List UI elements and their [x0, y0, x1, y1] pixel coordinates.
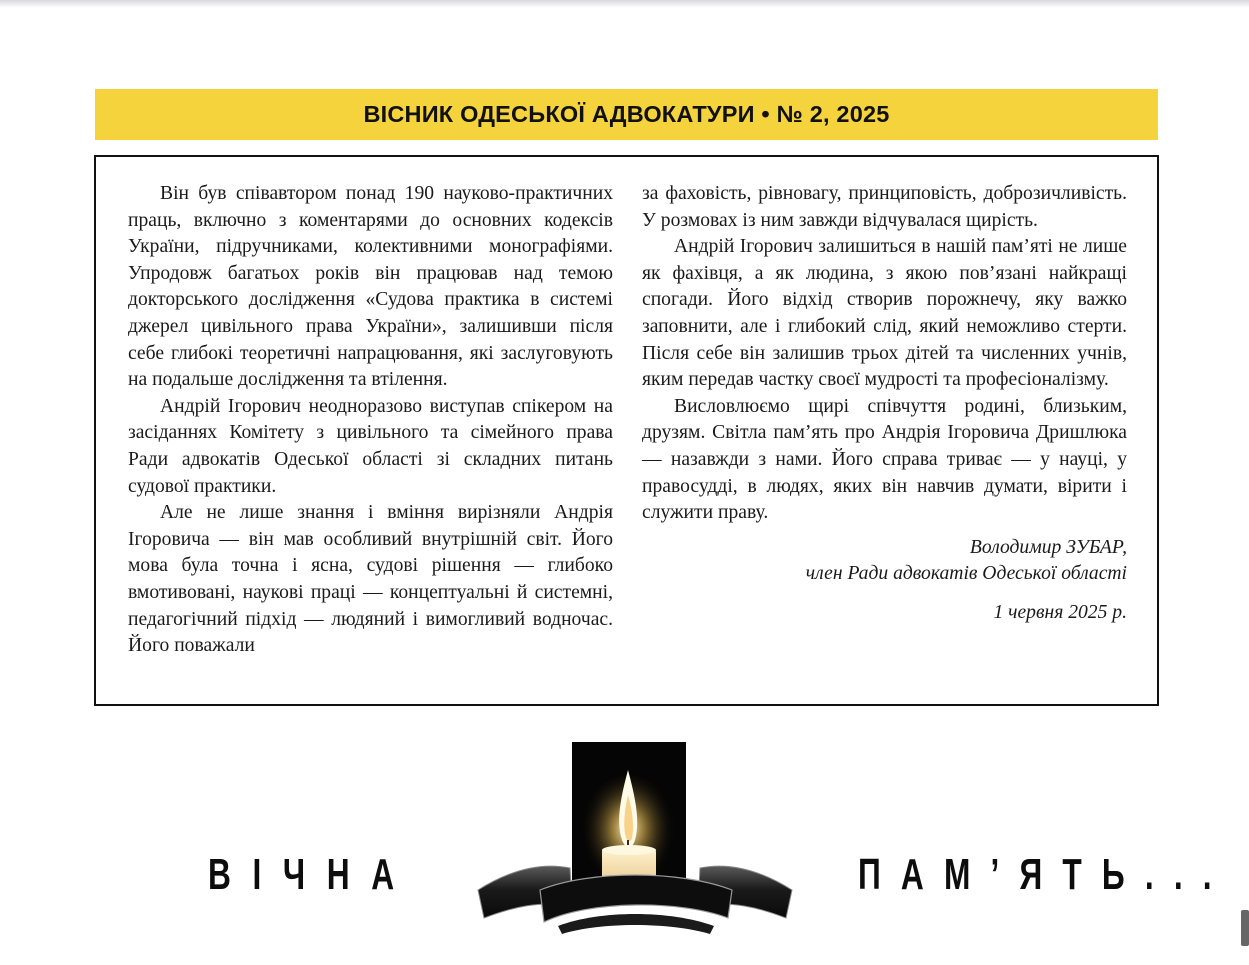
candle-with-ribbon-image: [470, 740, 800, 935]
memorial-word-right: ПАМ’ЯТЬ...: [858, 850, 1232, 899]
candle-ribbon-svg: [470, 740, 800, 935]
paragraph: за фаховість, рівновагу, принциповість, доброзичливість. У розмовах із ним завжди відчувалася щирість.: [642, 183, 1127, 231]
paragraph: Висловлюємо щирі співчуття родині, близьким, друзям. Світла пам’ять про Андрія Ігоровича Дришлюка — назавжди з нами. Його справа триває — у науці, у правосудді, в людях, яких він навчив думати, вірити і служити праву.: [642, 395, 1127, 524]
paragraph: Він був співавтором понад 190 науково-практичних праць, включно з коментарями до основних кодексів України, підручниками, колективними монографіями. Упродовж багатьох років він працював над темою докторського дослідження «Судова практика в системі джерел цивільного права України», залишивши після себе глибокі теоретичні напрацювання, які заслуговують на подальше дослідження та втілення.: [128, 183, 613, 391]
obituary-text-frame: [94, 155, 1159, 706]
signature-role: член Ради адвокатів Одеської області: [805, 563, 1127, 585]
paragraph: Андрій Ігорович залишиться в нашій пам’яті не лише як фахівця, а як людина, з якою пов’язані найкращі спогади. Його відхід створив порожнечу, яку важко заповнити, але і глибокий слід, який неможливо стерти. Після себе він залишив трьох дітей та численних учнів, яким передав частку своєї мудрості та професіоналізму.: [642, 236, 1127, 391]
journal-title: ВІСНИК ОДЕСЬКОЇ АДВОКАТУРИ • № 2, 2025: [363, 101, 890, 127]
article-date: 1 червня 2025 р.: [993, 601, 1127, 623]
signature: [642, 535, 1127, 588]
journal-header-bar: [95, 89, 1158, 140]
memorial-word-left: ВІЧНА: [208, 850, 416, 899]
left-column: [128, 181, 613, 660]
paragraph: Але не лише знання і вміння вирізняли Андрія Ігоровича — він мав особливий внутрішній світ. Його мова була точна і ясна, судові рішення — глибоко вмотивовані, наукові праці — концептуальні й системні, педагогічний підхід — людяний і вимогливий водночас. Його поважали: [128, 502, 613, 657]
right-column: [642, 181, 1127, 627]
memorial-banner: [0, 740, 1249, 965]
signature-name: Володимир ЗУБАР,: [969, 536, 1127, 558]
paragraph: Андрій Ігорович неодноразово виступав спікером на засіданнях Комітету з цивільного та сімейного права Ради адвокатів Одеської області зі складних питань судової практики.: [128, 395, 613, 497]
scrollbar-thumb[interactable]: [1241, 910, 1249, 946]
top-edge-shadow: [0, 0, 1249, 8]
